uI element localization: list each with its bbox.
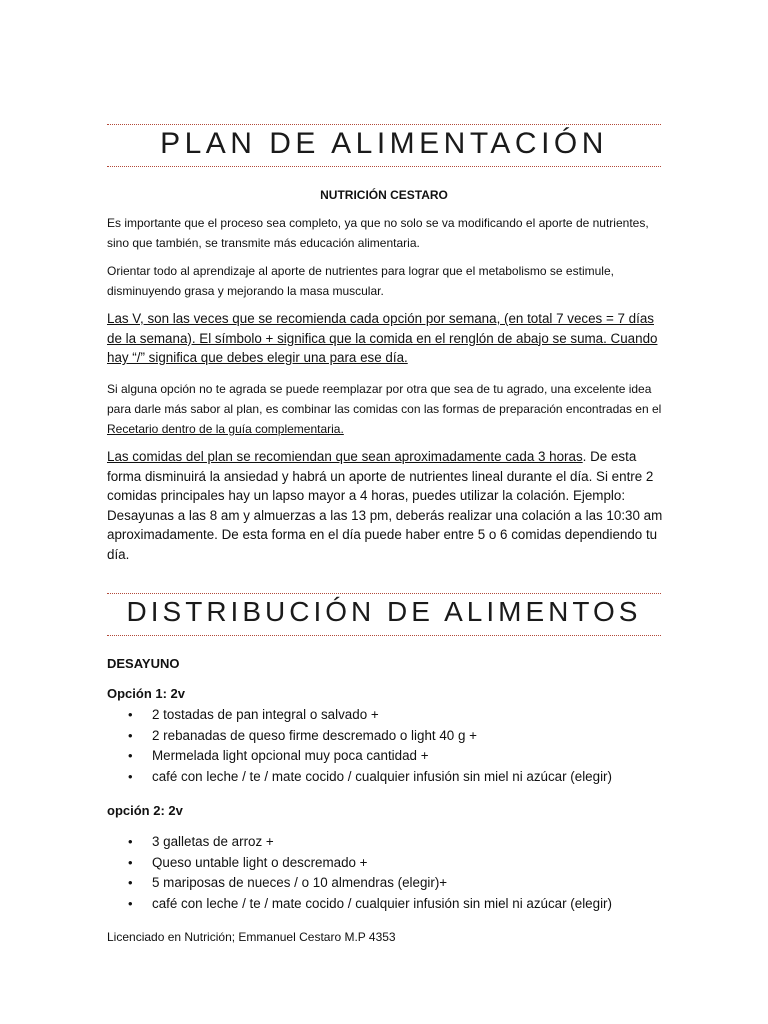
- list-item: • 5 mariposas de nueces / o 10 almendras (elegir)+: [107, 873, 667, 894]
- bullet-icon: •: [128, 707, 133, 722]
- list-item: • 2 tostadas de pan integral o salvado +: [107, 705, 667, 726]
- list-item: • 3 galletas de arroz +: [107, 832, 667, 853]
- intro-paragraph-5: [107, 447, 663, 564]
- meal-heading: DESAYUNO: [107, 656, 180, 671]
- option-2-list: [107, 832, 667, 914]
- paragraph-4-text: Si alguna opción no te agrada se puede reemplazar por otra que sea de tu agrado, una excelente idea para darle más sabor al plan, es combinar las comidas con las formas de preparación encontradas en el: [107, 382, 662, 416]
- subtitle: NUTRICIÓN CESTARO: [320, 188, 448, 202]
- bullet-icon: •: [128, 875, 133, 890]
- bullet-icon: •: [128, 768, 133, 784]
- list-item: • Queso untable light o descremado +: [107, 853, 667, 874]
- section-title: DISTRIBUCIÓN DE ALIMENTOS: [126, 596, 642, 627]
- bullet-icon: •: [128, 895, 133, 911]
- paragraph-5-text: . De esta forma disminuirá la ansiedad y habrá un aporte de nutrientes lineal durante el día. Si entre 2 comidas principales hay un lapso mayor a 4 horas, puedes utilizar la colación. Ejemplo: Desayunas a las 8 am y almuerzas a las 13 pm, deberás realizar una colación a las 10:30 am aproximadamente. De esta forma en el día puede haber entre 5 o 6 comidas dependiendo tu día.: [107, 449, 663, 562]
- bullet-icon: •: [128, 727, 133, 743]
- paragraph-5-underlined: Las comidas del plan se recomiendan que sean aproximadamente cada 3 horas: [107, 449, 583, 464]
- intro-paragraph-3: Las V, son las veces que se recomienda cada opción por semana, (en total 7 veces = 7 días de la semana). El símbolo + significa que la comida en el renglón de abajo se suma. Cuando hay “/” significa que debes elegir una para ese día.: [107, 311, 658, 365]
- footer-signature: Licenciado en Nutrición; Emmanuel Cestaro M.P 4353: [107, 930, 396, 944]
- list-item: • café con leche / te / mate cocido / cualquier infusión sin miel ni azúcar (elegir): [107, 767, 667, 788]
- option-2-label: opción 2: 2v: [107, 803, 183, 818]
- recetario-link[interactable]: Recetario dentro de la guía complementaria.: [107, 422, 344, 436]
- list-item: • café con leche / te / mate cocido / cualquier infusión sin miel ni azúcar (elegir): [107, 894, 667, 915]
- bullet-icon: •: [128, 854, 133, 870]
- bullet-icon: •: [128, 834, 133, 849]
- list-item: • 2 rebanadas de queso firme descremado o light 40 g +: [107, 726, 667, 747]
- intro-paragraph-4: [107, 379, 663, 439]
- option-1-label: Opción 1: 2v: [107, 686, 186, 701]
- top-divider: [107, 124, 661, 125]
- section-divider-bottom: [107, 635, 661, 636]
- option-1-list: [107, 705, 667, 787]
- intro-paragraph-1: Es importante que el proceso sea completo, ya que no solo se va modificando el aporte de nutrientes, sino que también, se transmite más educación alimentaria.: [107, 216, 649, 250]
- intro-paragraph-2: Orientar todo al aprendizaje al aporte de nutrientes para lograr que el metabolismo se estimule, disminuyendo grasa y mejorando la masa muscular.: [107, 264, 614, 298]
- page-title: PLAN DE ALIMENTACIÓN: [160, 127, 608, 160]
- title-divider: [107, 166, 661, 167]
- section-divider-top: [107, 593, 661, 594]
- list-item: • Mermelada light opcional muy poca cantidad +: [107, 746, 667, 767]
- bullet-icon: •: [128, 748, 133, 763]
